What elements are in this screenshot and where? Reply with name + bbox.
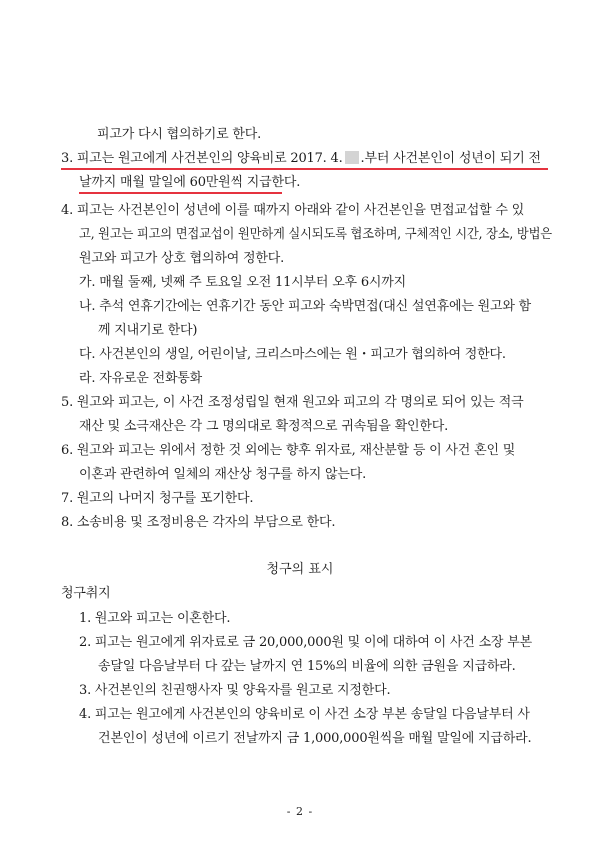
text-line: 4. 피고는 사건본인이 성년에 이를 때까지 아래와 같이 사건본인을 면접교섭할 수 있 [61,203,525,218]
text-line: 나. 추석 연휴기간에는 연휴기간 동안 피고와 숙박면접(대신 설연휴에는 원고와 함 [79,299,532,314]
text-line-highlighted [61,151,541,167]
text-segment: .부터 사건본인이 성년이 되기 전 [360,151,541,166]
text-line: 재산 및 소극재산은 각 그 명의대로 확정적으로 귀속됨을 확인한다. [79,419,449,434]
text-line: 다. 사건본인의 생일, 어린이날, 크리스마스에는 원・피고가 협의하여 정한다. [79,347,506,362]
text-line: 라. 자유로운 전화통화 [79,371,203,386]
red-underline [61,168,548,170]
claim-line: 2. 피고는 원고에게 위자료로 금 20,000,000원 및 이에 대하여 이 사건 소장 부본 [79,635,532,650]
redaction-box [345,151,359,164]
subheading: 청구취지 [61,586,111,601]
text-line: 이혼과 관련하여 일체의 재산상 청구를 하지 않는다. [79,467,367,482]
text-line: 5. 원고와 피고는, 이 사건 조정성립일 현재 원고와 피고의 각 명의로 되어 있는 적극 [61,395,524,410]
text-line: 가. 매월 둘째, 넷째 주 토요일 오전 11시부터 오후 6시까지 [79,275,406,290]
claim-line: 1. 원고와 피고는 이혼한다. [79,611,231,626]
page-number: - 2 - [286,805,314,818]
claim-line: 4. 피고는 원고에게 사건본인의 양육비로 이 사건 소장 부본 송달일 다음날부터 사 [79,707,530,722]
claim-line: 송달일 다음날부터 다 갚는 날까지 연 15%의 비율에 의한 금원을 지급하라. [98,659,516,674]
text-line: 6. 원고와 피고는 위에서 정한 것 외에는 향후 위자료, 재산분할 등 이 사건 혼인 및 [61,443,516,458]
text-line: 8. 소송비용 및 조정비용은 각자의 부담으로 한다. [61,515,336,530]
section-heading: 청구의 표시 [266,562,334,577]
text-line: 고, 원고는 피고의 면접교섭이 원만하게 실시되도록 협조하며, 구체적인 시간, 장소, 방법은 [79,227,552,242]
text-line: 피고가 다시 협의하기로 한다. [97,127,262,142]
red-underline [79,192,282,194]
text-line: 원고와 피고가 상호 협의하여 정한다. [79,251,285,266]
text-line-highlighted: 날까지 매월 말일에 60만원씩 지급한다. [79,175,301,190]
text-line: 께 지내기로 한다) [98,323,198,338]
claim-line: 건본인이 성년에 이르기 전날까지 금 1,000,000원씩을 매월 말일에 지급하라. [98,731,532,746]
text-line: 7. 원고의 나머지 청구를 포기한다. [61,491,254,506]
text-segment: 3. 피고는 원고에게 사건본인의 양육비로 2017. 4. [61,151,343,166]
claim-line: 3. 사건본인의 친권행사자 및 양육자를 원고로 지정한다. [79,683,391,698]
